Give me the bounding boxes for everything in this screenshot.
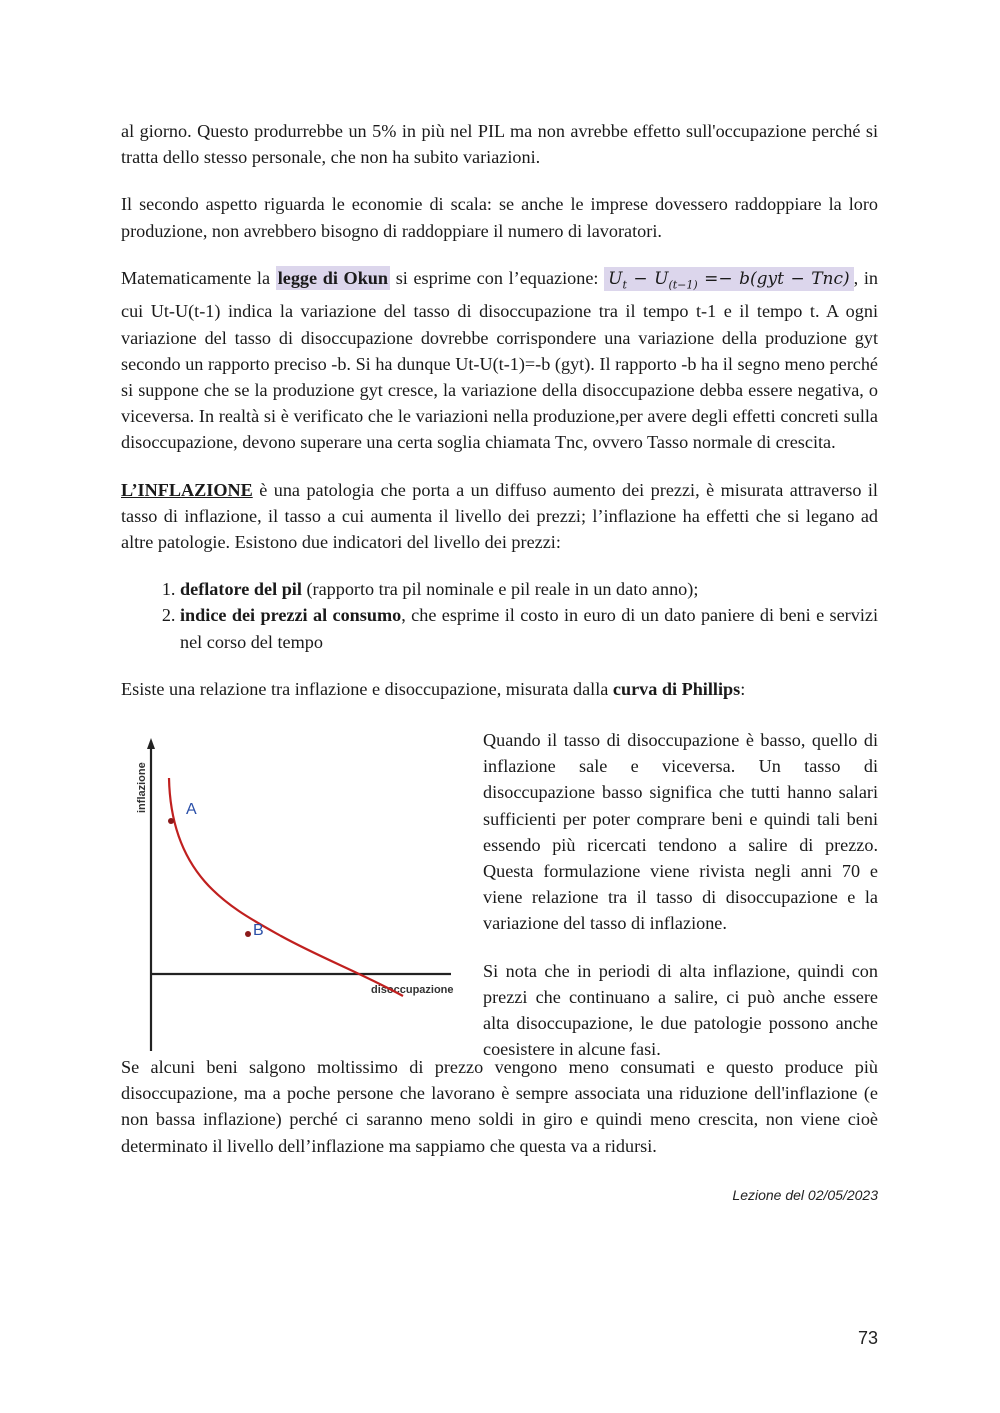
point-b [245, 931, 251, 937]
paragraph-phillips: Esiste una relazione tra inflazione e disoccupazione, misurata dalla curva di Phillips: [121, 678, 746, 699]
side-paragraph-1: Quando il tasso di disoccupazione è basso, quello di inflazione sale e viceversa. Un tasso di disoccupazione basso significa che tutti hanno salari sufficienti per poter comprare beni e quindi tali beni essendo più ricercati tendono a salire di prezzo. Questa formulazione viene rivista negli anni 70 e viene relazione tra il tasso di disoccupazione e la variazione del tasso di inflazione. [483, 730, 878, 934]
okun-explanation: , in cui Ut-U(t-1) indica la variazione del tasso di disoccupazione tra il tempo t-1 e il tempo t. A ogni variazione del tasso di disoccupazione dovrebbe corrispondere una variazione della produzione gyt secondo un rapporto preciso -b. Si ha dunque Ut-U(t-1)=-b (gyt). Il rapporto -b ha il segno meno perché si suppone che se la produzione gyt cresce, la variazione della disoccupazione debba essere negativa, o viceversa. In realtà si è verificato che le variazioni nella produzione,per avere degli effetti concreti sulla disoccupazione, devono superare una certa soglia chiamata Tnc, ovvero Tasso normale di crescita. [121, 267, 879, 453]
okun-intro: Matematicamente la [121, 267, 276, 288]
paragraph-1: al giorno. Questo produrrebbe un 5% in più nel PIL ma non avrebbe effetto sull'occupazione perché si tratta dello stesso personale, che non ha subito variazioni. [121, 121, 878, 168]
okun-law-term: legge di Okun [277, 267, 389, 288]
page-number: 73 [857, 1328, 878, 1348]
y-axis-label: inflazione [136, 762, 148, 814]
paragraph-okun [121, 265, 878, 456]
y-axis-arrow [147, 738, 155, 749]
page-content [121, 118, 878, 1208]
phillips-curve-chart [121, 728, 466, 1058]
point-b-label: B [253, 922, 264, 940]
phillips-curve [169, 778, 403, 996]
lesson-date-note: Lezione del 02/05/2023 [732, 1186, 878, 1203]
okun-intro-2: si esprime con l’equazione: [390, 267, 605, 288]
inflazione-heading: L’INFLAZIONE [121, 479, 253, 500]
point-a-label: A [186, 801, 197, 819]
inflazione-text: è una patologia che porta a un diffuso aumento dei prezzi, è misurata attraverso il tasso di inflazione, il tasso a cui aumenta il livello dei prezzi; l’inflazione ha effetti che si legano ad altre patologie. Esistono due indicatori del livello dei prezzi: [121, 479, 878, 553]
okun-equation: $U_t - U_{(t-1)} =- b(gyt - Tnc)$ [604, 267, 854, 291]
x-axis-label: disoccupazione [371, 984, 454, 997]
list-item: 2. indice dei prezzi al consumo, che esprime il costo in euro di un dato paniere di beni e servizi nel corso del tempo [180, 602, 878, 654]
list-item: 1. deflatore del pil (rapporto tra pil nominale e pil reale in un dato anno); [180, 576, 878, 602]
side-text [483, 727, 878, 1062]
side-paragraph-2: Si nota che in periodi di alta inflazione, quindi con prezzi che continuano a salire, ci può anche essere alta disoccupazione, le due patologie possono anche coesistere in alcune fasi. [483, 960, 878, 1060]
indicator-list [121, 576, 878, 655]
point-a [168, 818, 174, 824]
paragraph-inflazione [121, 477, 878, 556]
paragraph-tail: Se alcuni beni salgono moltissimo di prezzo vengono meno consumati e questo produce più disoccupazione, ma a poche persone che lavorano è sempre associata una riduzione dell'inflazione (e non bassa inflazione) perché ci saranno meno soldi in giro e quindi meno crescita, non viene cioè determinato il livello dell’inflazione ma sappiamo che questa va a ridursi. [121, 1057, 878, 1156]
figure-section [121, 723, 878, 1093]
paragraph-2: Il secondo aspetto riguarda le economie di scala: se anche le imprese dovessero raddoppiare la loro produzione, non avrebbero bisogno di raddoppiare il numero di lavoratori. [121, 194, 878, 241]
phillips-term: curva di Phillips [612, 678, 741, 699]
